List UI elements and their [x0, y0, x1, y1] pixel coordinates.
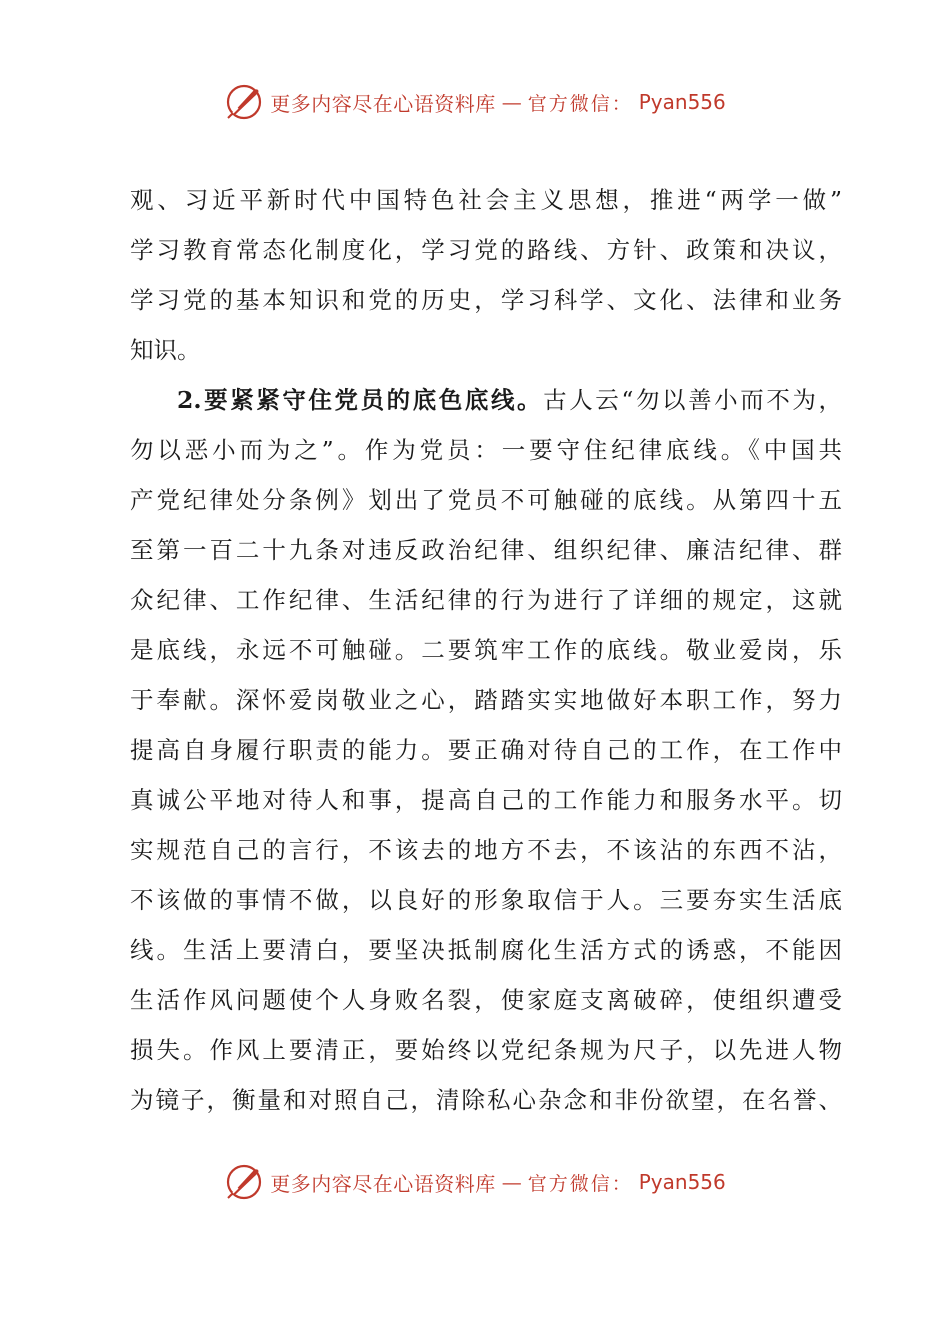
footer-wechat-label: 官方微信：	[527, 1172, 633, 1195]
text-line: 众纪律、工作纪律、生活纪律的行为进行了详细的规定，这就	[130, 586, 842, 614]
text-line: 勿以恶小而为之”。作为党员：一要守住纪律底线。《中国共	[130, 436, 842, 464]
footer-wechat-id: Pyan556	[638, 1170, 726, 1194]
text-line: 提高自身履行职责的能力。要正确对待自己的工作，在工作中	[130, 736, 842, 764]
header-wechat-label: 官方微信：	[527, 92, 633, 115]
document-body	[130, 175, 842, 1125]
quill-pen-logo-icon	[224, 1162, 264, 1202]
footer-site-text: 更多内容尽在心语资料库	[270, 1171, 496, 1196]
text-line: 观、习近平新时代中国特色社会主义思想，推进“两学一做”	[130, 186, 842, 214]
section-heading: 2.要紧紧守住党员的底色底线。	[177, 386, 544, 414]
text-line: 损失。作风上要清正，要始终以党纪条规为尺子，以先进人物	[130, 1036, 842, 1064]
text-line: 真诚公平地对待人和事，提高自己的工作能力和服务水平。切	[130, 786, 842, 814]
header-separator: —	[501, 90, 522, 114]
text-line: 实规范自己的言行，不该去的地方不去，不该沾的东西不沾，	[130, 836, 842, 864]
text-line: 学习教育常态化制度化，学习党的路线、方针、政策和决议，	[130, 236, 842, 264]
header-banner	[0, 80, 950, 124]
text-line: 是底线，永远不可触碰。二要筑牢工作的底线。敬业爱岗，乐	[130, 636, 842, 664]
footer-banner	[0, 1160, 950, 1204]
text-line: 知识。	[130, 336, 201, 364]
text-line-rest: 古人云“勿以善小而不为，	[543, 386, 842, 414]
text-line: 于奉献。深怀爱岗敬业之心，踏踏实实地做好本职工作，努力	[130, 686, 842, 714]
text-line: 线。生活上要清白，要坚决抵制腐化生活方式的诱惑，不能因	[130, 936, 842, 964]
text-line: 为镜子，衡量和对照自己，清除私心杂念和非份欲望，在名誉、	[130, 1086, 842, 1114]
text-line: 产党纪律处分条例》划出了党员不可触碰的底线。从第四十五	[130, 486, 842, 514]
footer-separator: —	[501, 1170, 522, 1194]
quill-pen-logo-icon	[224, 82, 264, 122]
text-line: 不该做的事情不做，以良好的形象取信于人。三要夯实生活底	[130, 886, 842, 914]
text-line: 至第一百二十九条对违反政治纪律、组织纪律、廉洁纪律、群	[130, 536, 842, 564]
section-heading-line	[130, 375, 842, 425]
text-line: 生活作风问题使个人身败名裂，使家庭支离破碎，使组织遭受	[130, 986, 842, 1014]
header-site-text: 更多内容尽在心语资料库	[270, 91, 496, 116]
header-wechat-id: Pyan556	[638, 90, 726, 114]
text-line: 学习党的基本知识和党的历史，学习科学、文化、法律和业务	[130, 286, 842, 314]
